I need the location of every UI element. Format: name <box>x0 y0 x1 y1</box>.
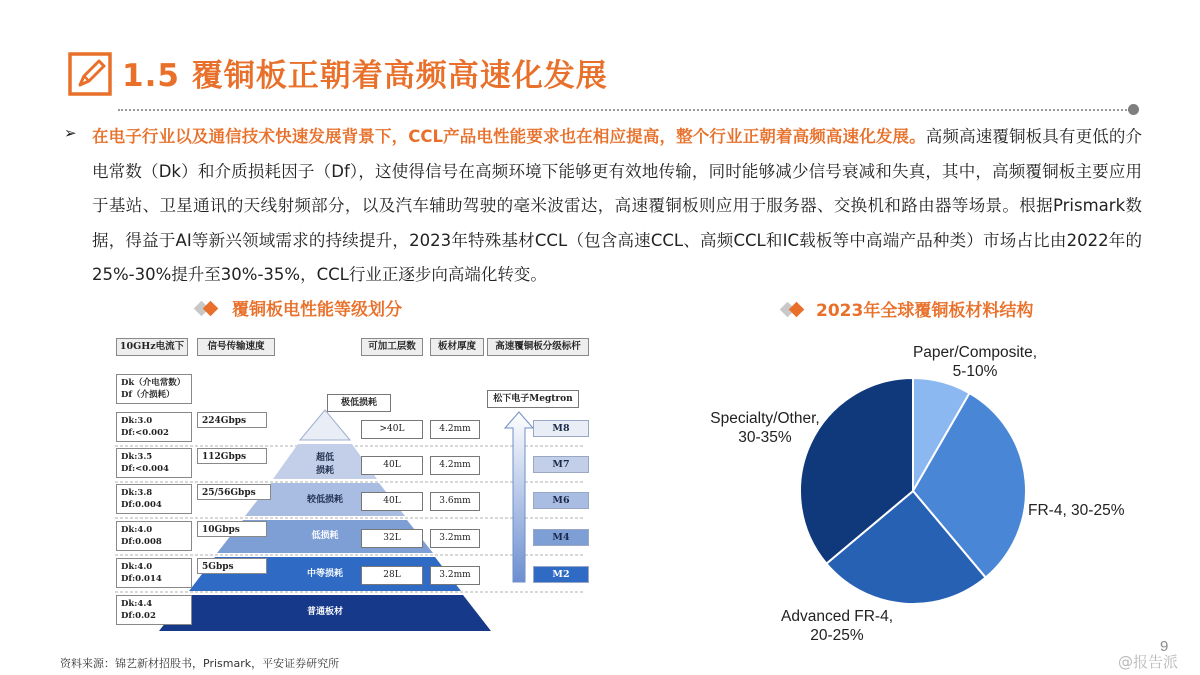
dk-value: Dk:4.0 <box>121 562 153 572</box>
thickness-value: 3.6mm <box>430 492 480 511</box>
thickness-value: 3.2mm <box>430 529 480 548</box>
pie-label <box>762 607 912 645</box>
thickness-value: 3.2mm <box>430 566 480 585</box>
pie-label <box>880 343 1070 381</box>
pie-label <box>690 409 840 447</box>
diamond-icon-orange <box>203 301 219 317</box>
dk-df-box <box>116 412 192 442</box>
source-note: 资料来源：锦艺新材招股书，Prismark，平安证券研究所 <box>60 657 340 670</box>
speed-value: 224Gbps <box>197 412 267 428</box>
thickness-value: 4.2mm <box>430 420 480 439</box>
tier-label: 较低损耗 <box>306 495 343 505</box>
speed-value: 112Gbps <box>197 448 267 464</box>
speed-value: 5Gbps <box>197 558 267 574</box>
grade-badge: M6 <box>533 492 589 509</box>
df-value: Df:<0.002 <box>121 428 169 438</box>
dk-df-box <box>116 595 192 625</box>
megtron-label: 松下电子Megtron <box>487 390 579 408</box>
grade-badge: M4 <box>533 529 589 546</box>
layers-value: 40L <box>361 492 423 511</box>
pyramid-graphic <box>115 330 595 635</box>
pie-label-line: 30-35% <box>738 429 792 446</box>
right-section-title: 2023年全球覆铜板材料结构 <box>816 301 1034 321</box>
header-grade: 高速覆铜板分级标杆 <box>487 338 589 356</box>
pie-label-line: Specialty/Other, <box>710 410 820 427</box>
header-speed: 信号传输速度 <box>197 338 275 356</box>
grade-badge: M7 <box>533 456 589 473</box>
grade-badge: M2 <box>533 566 589 583</box>
tier-label: 低损耗 <box>311 531 339 541</box>
page-title: 1.5 覆铜板正朝着高频高速化发展 <box>122 58 608 94</box>
page-number: 9 <box>1160 638 1169 655</box>
dk-df-box <box>116 484 192 514</box>
header-layers: 可加工层数 <box>361 338 423 356</box>
dk-df-box <box>116 521 192 551</box>
dk-df-header: Dk（介电常数） Df（介损耗） <box>116 374 192 404</box>
tier-label: 普通板材 <box>306 607 343 617</box>
pyramid-tier-1 <box>300 410 350 440</box>
layers-value: 32L <box>361 529 423 548</box>
header-thickness: 板材厚度 <box>430 338 484 356</box>
thickness-value: 4.2mm <box>430 456 480 475</box>
diamond-icon-orange <box>789 302 805 318</box>
upgrade-arrow-icon <box>505 412 533 582</box>
speed-value: 10Gbps <box>197 521 267 537</box>
dk-df-box <box>116 448 192 478</box>
dk-value: Dk:3.0 <box>121 416 153 426</box>
dk-value: Dk:3.5 <box>121 452 153 462</box>
layers-value: >40L <box>361 420 423 439</box>
layers-value: 40L <box>361 456 423 475</box>
callout-ultra-low-loss: 极低损耗 <box>327 394 391 412</box>
body-text: 高频高速覆铜板具有更低的介电常数（Dk）和介质损耗因子（Df），这使得信号在高频环境下能够更有效地传输，同时能够减少信号衰减和失真，其中，高频覆铜板主要应用于基站、卫星通讯的天线射频部分，以及汽车辅助驾驶的毫米波雷达，高速覆铜板则应用于服务器、交换机和路由器等场景。根据Prismark数据，得益于AI等新兴领域需求的持续提升，2023年特殊基材CCL（包含高速CCL、高频CCL和IC载板等中高端产品种类）市场占比由2022年的25%-30%提升至30%-35%，CCL行业正逐步向高端化转变。 <box>92 127 1143 284</box>
ccl-grade-figure <box>115 330 595 635</box>
dk-value: Dk:4.4 <box>121 599 153 609</box>
pie-label-line: 5-10% <box>952 363 998 380</box>
header-freq: 10GHz电流下 <box>116 338 188 356</box>
tier-label: 超低 损耗 <box>315 453 334 476</box>
watermark: @报告派 <box>1118 653 1179 671</box>
df-value: Df:0.014 <box>121 574 162 584</box>
edit-icon <box>68 52 112 96</box>
layers-value: 28L <box>361 566 423 585</box>
dk-value: Dk:4.0 <box>121 525 153 535</box>
df-value: Df:0.008 <box>121 537 162 547</box>
pie-label-line: 20-25% <box>810 627 864 644</box>
dk-value: Dk:3.8 <box>121 488 153 498</box>
summary-paragraph <box>92 120 1142 293</box>
left-section-title: 覆铜板电性能等级划分 <box>232 300 402 320</box>
df-value: Df:<0.004 <box>121 464 169 474</box>
pie-label-line: FR-4, 30-25% <box>1028 502 1125 519</box>
grade-badge: M8 <box>533 420 589 437</box>
bullet-arrow-icon: ➢ <box>64 124 77 142</box>
df-value: Df:0.02 <box>121 611 156 621</box>
df-value: Df:0.004 <box>121 500 162 510</box>
pie-label <box>1028 501 1168 520</box>
pie-label-line: Advanced FR-4, <box>781 608 893 625</box>
tier-label: 中等损耗 <box>306 569 343 579</box>
dk-df-box <box>116 558 192 588</box>
title-divider-dot <box>1128 104 1139 115</box>
pie-chart <box>780 370 1040 620</box>
pie-label-line: Paper/Composite, <box>912 344 1038 361</box>
highlight-text: 在电子行业以及通信技术快速发展背景下，CCL产品电性能要求也在相应提高，整个行业正朝着高频高速化发展。 <box>92 127 926 146</box>
title-divider <box>118 109 1130 111</box>
speed-value: 25/56Gbps <box>197 484 271 500</box>
